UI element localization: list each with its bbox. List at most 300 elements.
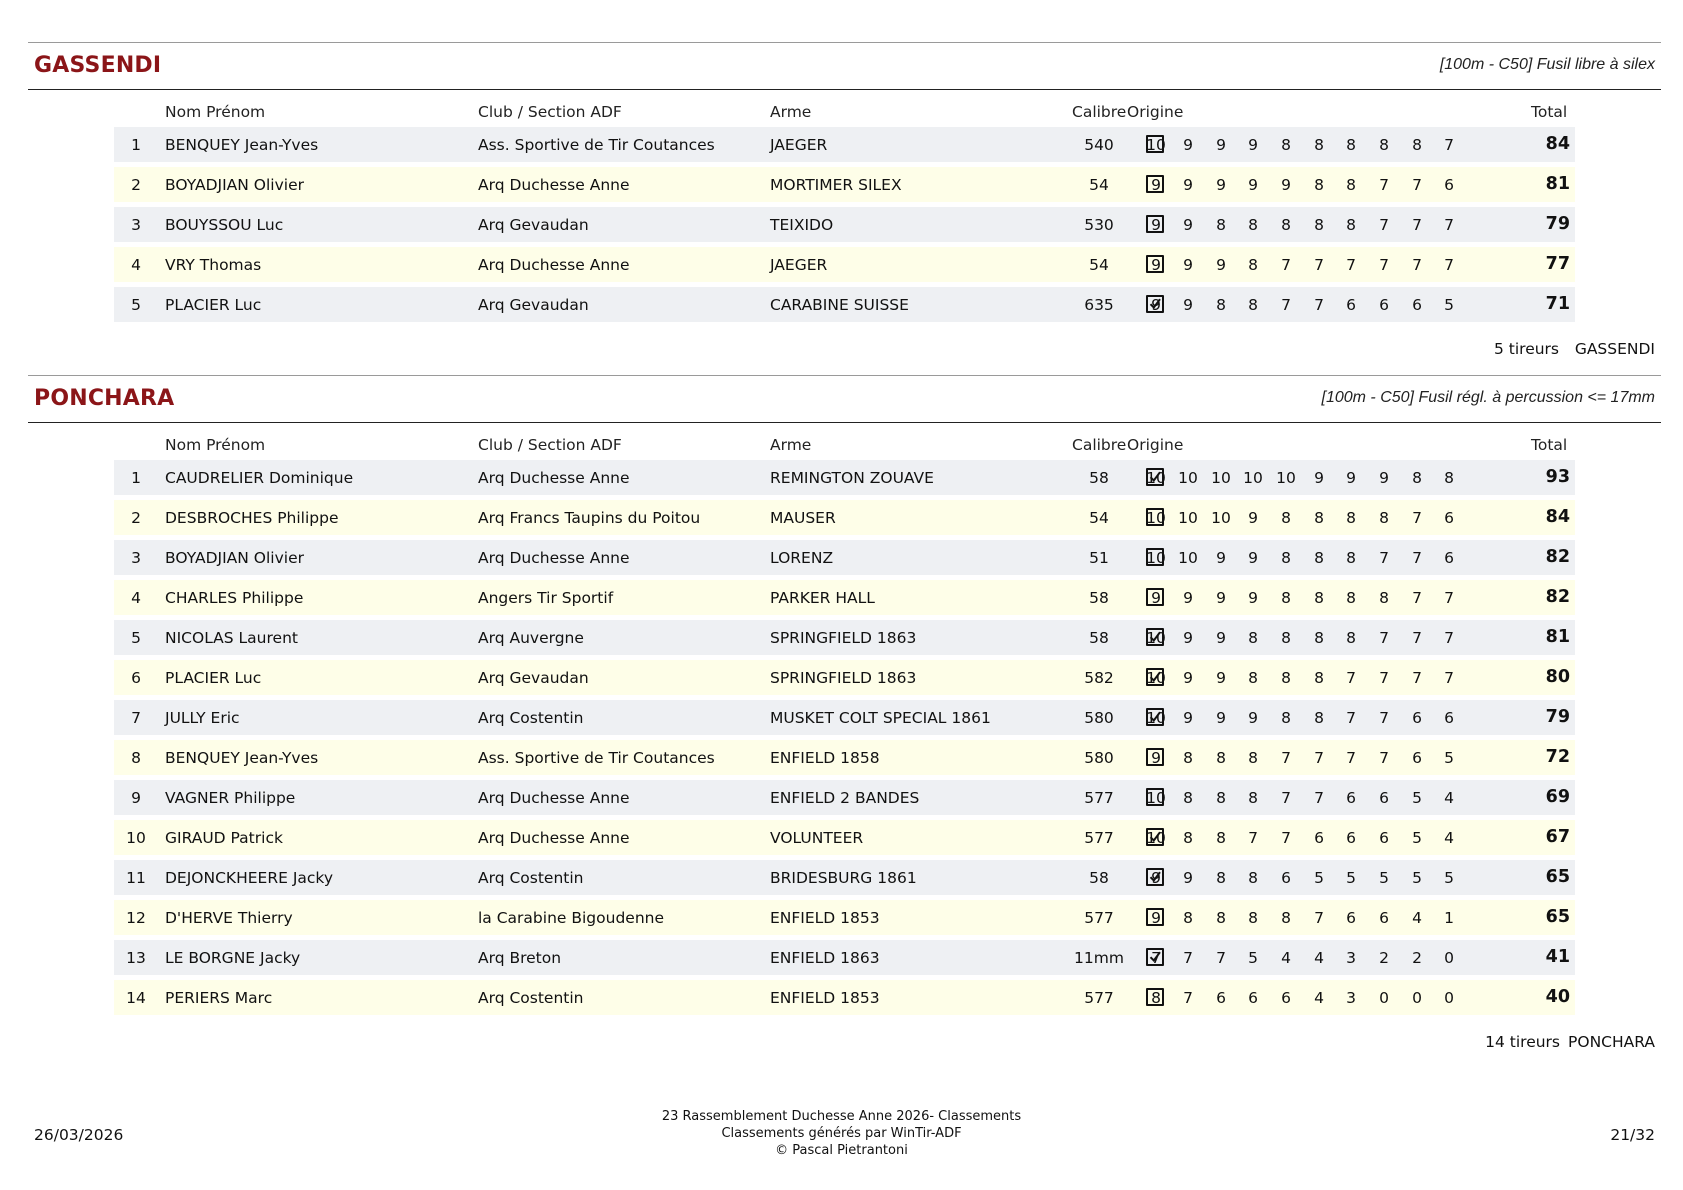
- shot-score: 5: [1346, 869, 1356, 887]
- shot-score: 7: [1314, 909, 1324, 927]
- shooter-name: BOUYSSOU Luc: [165, 216, 284, 234]
- col-name: Nom Prénom: [165, 436, 266, 454]
- shot-score: 9: [1216, 669, 1226, 687]
- shot-score: 8: [1248, 909, 1258, 927]
- shot-score: 9: [1151, 176, 1161, 194]
- shot-score: 8: [1281, 509, 1291, 527]
- shooter-name: PERIERS Marc: [165, 989, 273, 1007]
- col-calibre: Calibre: [1072, 436, 1127, 454]
- shot-score: 8: [1379, 589, 1389, 607]
- shot-score: 8: [1248, 296, 1258, 314]
- shot-score: 9: [1151, 749, 1161, 767]
- shot-score: 10: [1146, 136, 1166, 154]
- shot-score: 9: [1151, 216, 1161, 234]
- shot-score: 10: [1146, 709, 1166, 727]
- shot-score: 8: [1314, 176, 1324, 194]
- calibre: 58: [1089, 589, 1109, 607]
- shot-score: 8: [1248, 629, 1258, 647]
- col-arme: Arme: [770, 103, 812, 121]
- shot-score: 5: [1314, 869, 1324, 887]
- shot-score: 2: [1412, 949, 1422, 967]
- shot-score: 0: [1379, 989, 1389, 1007]
- rank: 5: [131, 629, 141, 647]
- shot-score: 9: [1216, 176, 1226, 194]
- club-name: Arq Costentin: [478, 989, 584, 1007]
- shot-score: 7: [1281, 296, 1291, 314]
- shot-score: 10: [1243, 469, 1263, 487]
- calibre: 51: [1089, 549, 1109, 567]
- shooter-name: BENQUEY Jean-Yves: [165, 749, 319, 767]
- shot-score: 6: [1346, 909, 1356, 927]
- shot-score: 7: [1314, 749, 1324, 767]
- shot-score: 9: [1248, 136, 1258, 154]
- shot-score: 8: [1314, 509, 1324, 527]
- table-row: [28, 739, 1661, 779]
- shooter-name: DEJONCKHEERE Jacky: [165, 869, 334, 887]
- section-title: PONCHARA: [34, 386, 175, 411]
- col-name: Nom Prénom: [165, 103, 266, 121]
- shooter-name: BOYADJIAN Olivier: [165, 549, 304, 567]
- shot-score: 6: [1248, 989, 1258, 1007]
- weapon: MUSKET COLT SPECIAL 1861: [770, 709, 991, 727]
- shot-score: 9: [1183, 296, 1193, 314]
- shot-score: 6: [1346, 829, 1356, 847]
- shot-score: 9: [1281, 176, 1291, 194]
- shot-score: 6: [1444, 509, 1454, 527]
- weapon: CARABINE SUISSE: [770, 296, 909, 314]
- weapon: JAEGER: [770, 256, 828, 274]
- col-origine: Origine: [1127, 103, 1184, 121]
- club-name: Angers Tir Sportif: [478, 589, 614, 607]
- table-row: [28, 459, 1661, 499]
- shot-score: 7: [1183, 949, 1193, 967]
- calibre: 58: [1089, 469, 1109, 487]
- shooter-name: VRY Thomas: [165, 256, 262, 274]
- calibre: 577: [1084, 989, 1114, 1007]
- rank: 6: [131, 669, 141, 687]
- table-row: [28, 819, 1661, 859]
- calibre: 54: [1089, 176, 1109, 194]
- club-name: Arq Duchesse Anne: [478, 469, 630, 487]
- shot-score: 10: [1178, 549, 1198, 567]
- shot-score: 8: [1281, 709, 1291, 727]
- shot-score: 8: [1314, 549, 1324, 567]
- total-score: 84: [1545, 134, 1570, 154]
- table-row: [28, 659, 1661, 699]
- shot-score: 8: [1412, 136, 1422, 154]
- shot-score: 8: [1314, 709, 1324, 727]
- club-name: Arq Duchesse Anne: [478, 176, 630, 194]
- shot-score: 7: [1248, 829, 1258, 847]
- total-score: 81: [1545, 627, 1570, 647]
- col-club: Club / Section ADF: [478, 103, 622, 121]
- shot-score: 8: [1412, 469, 1422, 487]
- rank: 9: [131, 789, 141, 807]
- discipline-label: [100m - C50] Fusil régl. à percussion <= 17mm: [1321, 389, 1655, 406]
- shot-score: 8: [1314, 629, 1324, 647]
- weapon: REMINGTON ZOUAVE: [770, 469, 934, 487]
- shot-score: 9: [1183, 256, 1193, 274]
- total-score: 77: [1545, 254, 1570, 274]
- shot-score: 7: [1444, 256, 1454, 274]
- section-ponchara: [28, 375, 1661, 1059]
- shot-score: 9: [1216, 629, 1226, 647]
- weapon: BRIDESBURG 1861: [770, 869, 917, 887]
- shot-score: 8: [1183, 829, 1193, 847]
- shot-score: 8: [1216, 869, 1226, 887]
- shot-score: 7: [1444, 136, 1454, 154]
- weapon: ENFIELD 2 BANDES: [770, 789, 920, 807]
- weapon: JAEGER: [770, 136, 828, 154]
- shot-score: 10: [1146, 549, 1166, 567]
- shot-score: 9: [1248, 509, 1258, 527]
- shot-score: 8: [1248, 749, 1258, 767]
- shot-score: 3: [1346, 949, 1356, 967]
- shooter-name: BENQUEY Jean-Yves: [165, 136, 319, 154]
- shot-score: 6: [1379, 296, 1389, 314]
- section-summary: [28, 1019, 1661, 1059]
- print-date: 26/03/2026: [34, 1126, 124, 1144]
- rank: 12: [126, 909, 146, 927]
- table-row: [28, 206, 1661, 246]
- section-summary: [28, 326, 1661, 366]
- total-score: 84: [1545, 507, 1570, 527]
- club-name: Arq Duchesse Anne: [478, 829, 630, 847]
- shot-score: 9: [1216, 589, 1226, 607]
- table-row: [28, 579, 1661, 619]
- total-score: 41: [1545, 947, 1570, 967]
- page-number: 21/32: [1610, 1126, 1655, 1144]
- shot-score: 7: [1379, 629, 1389, 647]
- total-score: 65: [1545, 907, 1570, 927]
- shot-score: 7: [1379, 256, 1389, 274]
- shot-score: 2: [1379, 949, 1389, 967]
- shot-score: 7: [1346, 256, 1356, 274]
- calibre: 577: [1084, 909, 1114, 927]
- shot-score: 6: [1379, 909, 1389, 927]
- shot-score: 7: [1412, 256, 1422, 274]
- shot-score: 10: [1146, 789, 1166, 807]
- calibre: 54: [1089, 509, 1109, 527]
- shooter-name: GIRAUD Patrick: [165, 829, 283, 847]
- shot-score: 6: [1216, 989, 1226, 1007]
- weapon: ENFIELD 1863: [770, 949, 880, 967]
- shot-score: 7: [1412, 216, 1422, 234]
- table-row: [28, 619, 1661, 659]
- shot-score: 9: [1248, 589, 1258, 607]
- shooter-name: VAGNER Philippe: [165, 789, 296, 807]
- shot-score: 4: [1281, 949, 1291, 967]
- shot-score: 6: [1346, 789, 1356, 807]
- weapon: SPRINGFIELD 1863: [770, 629, 917, 647]
- club-name: Arq Francs Taupins du Poitou: [478, 509, 701, 527]
- shot-score: 7: [1379, 216, 1389, 234]
- table-row: [28, 126, 1661, 166]
- shot-score: 7: [1346, 709, 1356, 727]
- shot-score: 5: [1444, 749, 1454, 767]
- shot-score: 8: [1346, 176, 1356, 194]
- rank: 1: [131, 136, 141, 154]
- total-score: 79: [1545, 707, 1570, 727]
- shot-score: 9: [1151, 589, 1161, 607]
- shot-score: 9: [1183, 176, 1193, 194]
- club-name: Arq Duchesse Anne: [478, 549, 630, 567]
- total-score: 82: [1545, 547, 1570, 567]
- shot-score: 7: [1412, 669, 1422, 687]
- shooter-name: DESBROCHES Philippe: [165, 509, 339, 527]
- shooter-name: JULLY Eric: [165, 709, 240, 727]
- col-arme: Arme: [770, 436, 812, 454]
- table-row: [28, 939, 1661, 979]
- club-name: Arq Duchesse Anne: [478, 256, 630, 274]
- shot-score: 9: [1183, 869, 1193, 887]
- shot-score: 9: [1216, 709, 1226, 727]
- shot-score: 10: [1146, 629, 1166, 647]
- shot-score: 9: [1151, 869, 1161, 887]
- copyright: © Pascal Pietrantoni: [775, 1143, 908, 1158]
- shot-score: 9: [1314, 469, 1324, 487]
- club-name: Ass. Sportive de Tir Coutances: [478, 749, 715, 767]
- section-title: GASSENDI: [34, 53, 162, 78]
- shot-score: 7: [1314, 256, 1324, 274]
- shot-score: 0: [1444, 989, 1454, 1007]
- shot-score: 7: [1379, 749, 1389, 767]
- shot-score: 7: [1444, 629, 1454, 647]
- shot-score: 8: [1281, 629, 1291, 647]
- club-name: Ass. Sportive de Tir Coutances: [478, 136, 715, 154]
- shooter-name: D'HERVE Thierry: [165, 909, 293, 927]
- shot-score: 8: [1346, 136, 1356, 154]
- club-name: Arq Gevaudan: [478, 296, 589, 314]
- shot-score: 4: [1412, 909, 1422, 927]
- shooter-count: 14 tireurs: [1485, 1033, 1560, 1051]
- weapon: TEIXIDO: [770, 216, 834, 234]
- shot-score: 9: [1151, 256, 1161, 274]
- table-row: [28, 979, 1661, 1019]
- shot-score: 9: [1183, 709, 1193, 727]
- shot-score: 8: [1346, 509, 1356, 527]
- calibre: 577: [1084, 789, 1114, 807]
- shot-score: 8: [1216, 216, 1226, 234]
- shot-score: 8: [1216, 296, 1226, 314]
- shot-score: 5: [1412, 829, 1422, 847]
- calibre: 54: [1089, 256, 1109, 274]
- shot-score: 8: [1314, 136, 1324, 154]
- shot-score: 8: [1183, 749, 1193, 767]
- shooter-name: CHARLES Philippe: [165, 589, 304, 607]
- shot-score: 7: [1379, 709, 1389, 727]
- shot-score: 6: [1444, 709, 1454, 727]
- total-score: 81: [1545, 174, 1570, 194]
- shot-score: 8: [1248, 869, 1258, 887]
- shot-score: 4: [1314, 989, 1324, 1007]
- total-score: 65: [1545, 867, 1570, 887]
- shot-score: 5: [1412, 869, 1422, 887]
- shot-score: 6: [1346, 296, 1356, 314]
- shot-score: 4: [1444, 789, 1454, 807]
- shot-score: 8: [1151, 989, 1161, 1007]
- col-calibre: Calibre: [1072, 103, 1127, 121]
- calibre: 58: [1089, 629, 1109, 647]
- shot-score: 8: [1281, 136, 1291, 154]
- shot-score: 8: [1216, 909, 1226, 927]
- shot-score: 6: [1281, 869, 1291, 887]
- shot-score: 8: [1346, 216, 1356, 234]
- shot-score: 3: [1346, 989, 1356, 1007]
- shot-score: 7: [1314, 296, 1324, 314]
- club-name: Arq Gevaudan: [478, 669, 589, 687]
- table-row: [28, 859, 1661, 899]
- generator-credit: Classements générés par WinTir-ADF: [721, 1126, 962, 1141]
- rank: 5: [131, 296, 141, 314]
- total-score: 40: [1545, 987, 1570, 1007]
- shot-score: 9: [1216, 549, 1226, 567]
- shot-score: 6: [1412, 749, 1422, 767]
- section-header: [28, 42, 1661, 90]
- shot-score: 10: [1146, 469, 1166, 487]
- shot-score: 8: [1281, 549, 1291, 567]
- shot-score: 9: [1216, 136, 1226, 154]
- shot-score: 9: [1248, 709, 1258, 727]
- shot-score: 10: [1146, 829, 1166, 847]
- shooter-name: CAUDRELIER Dominique: [165, 469, 354, 487]
- shot-score: 7: [1379, 549, 1389, 567]
- total-score: 80: [1545, 667, 1570, 687]
- shooter-count: 5 tireurs: [1493, 340, 1559, 358]
- shot-score: 6: [1412, 709, 1422, 727]
- shot-score: 8: [1346, 629, 1356, 647]
- total-score: 67: [1545, 827, 1570, 847]
- shot-score: 6: [1281, 989, 1291, 1007]
- shooter-name: PLACIER Luc: [165, 296, 262, 314]
- shot-score: 5: [1444, 869, 1454, 887]
- shot-score: 6: [1444, 176, 1454, 194]
- shot-score: 7: [1379, 669, 1389, 687]
- shot-score: 7: [1444, 216, 1454, 234]
- shot-score: 8: [1346, 549, 1356, 567]
- shot-score: 7: [1379, 176, 1389, 194]
- total-score: 82: [1545, 587, 1570, 607]
- shot-score: 7: [1281, 749, 1291, 767]
- section-header: [28, 375, 1661, 423]
- shot-score: 8: [1281, 589, 1291, 607]
- shot-score: 9: [1183, 136, 1193, 154]
- weapon: VOLUNTEER: [770, 829, 864, 847]
- calibre: 580: [1084, 749, 1114, 767]
- rank: 4: [131, 589, 141, 607]
- rank: 11: [126, 869, 146, 887]
- total-score: 69: [1545, 787, 1570, 807]
- shot-score: 8: [1248, 669, 1258, 687]
- rank: 10: [126, 829, 146, 847]
- weapon: LORENZ: [770, 549, 834, 567]
- shooter-name: LE BORGNE Jacky: [165, 949, 301, 967]
- event-title: 23 Rassemblement Duchesse Anne 2026- Classements: [661, 1109, 1022, 1124]
- shot-score: 6: [1379, 829, 1389, 847]
- rank: 3: [131, 216, 141, 234]
- shot-score: 7: [1183, 989, 1193, 1007]
- shot-score: 8: [1314, 216, 1324, 234]
- shot-score: 8: [1216, 749, 1226, 767]
- table-row: [28, 166, 1661, 206]
- rank: 13: [126, 949, 146, 967]
- shot-score: 7: [1346, 669, 1356, 687]
- shot-score: 4: [1314, 949, 1324, 967]
- shot-score: 9: [1248, 549, 1258, 567]
- shot-score: 9: [1183, 669, 1193, 687]
- shot-score: 5: [1412, 789, 1422, 807]
- table-row: [28, 286, 1661, 326]
- shot-score: 5: [1379, 869, 1389, 887]
- shot-score: 8: [1248, 256, 1258, 274]
- shot-score: 10: [1211, 469, 1231, 487]
- shot-score: 7: [1151, 949, 1161, 967]
- rank: 8: [131, 749, 141, 767]
- rank: 2: [131, 176, 141, 194]
- club-name: Arq Duchesse Anne: [478, 789, 630, 807]
- shot-score: 7: [1216, 949, 1226, 967]
- calibre: 530: [1084, 216, 1114, 234]
- shot-score: 8: [1183, 789, 1193, 807]
- weapon: MORTIMER SILEX: [770, 176, 902, 194]
- section-name-footer: GASSENDI: [1574, 340, 1655, 358]
- shot-score: 10: [1146, 669, 1166, 687]
- shot-score: 8: [1379, 509, 1389, 527]
- shot-score: 7: [1314, 789, 1324, 807]
- club-name: Arq Costentin: [478, 709, 584, 727]
- calibre: 582: [1084, 669, 1114, 687]
- weapon: PARKER HALL: [770, 589, 875, 607]
- shot-score: 8: [1281, 669, 1291, 687]
- calibre: 635: [1084, 296, 1114, 314]
- column-headers: [28, 423, 1661, 459]
- rank: 14: [126, 989, 146, 1007]
- shot-score: 9: [1183, 589, 1193, 607]
- shot-score: 10: [1276, 469, 1296, 487]
- shot-score: 1: [1444, 909, 1454, 927]
- shooter-name: PLACIER Luc: [165, 669, 262, 687]
- club-name: la Carabine Bigoudenne: [478, 909, 664, 927]
- club-name: Arq Costentin: [478, 869, 584, 887]
- shot-score: 8: [1183, 909, 1193, 927]
- shooter-name: BOYADJIAN Olivier: [165, 176, 304, 194]
- shot-score: 8: [1216, 789, 1226, 807]
- column-headers: [28, 90, 1661, 126]
- shot-score: 4: [1444, 829, 1454, 847]
- total-score: 79: [1545, 214, 1570, 234]
- calibre: 58: [1089, 869, 1109, 887]
- shot-score: 9: [1151, 296, 1161, 314]
- weapon: ENFIELD 1853: [770, 989, 880, 1007]
- shot-score: 8: [1444, 469, 1454, 487]
- calibre: 580: [1084, 709, 1114, 727]
- shot-score: 6: [1379, 789, 1389, 807]
- club-name: Arq Gevaudan: [478, 216, 589, 234]
- shot-score: 7: [1412, 549, 1422, 567]
- shot-score: 9: [1379, 469, 1389, 487]
- shot-score: 7: [1412, 509, 1422, 527]
- col-total: Total: [1531, 436, 1568, 454]
- rank: 3: [131, 549, 141, 567]
- table-row: [28, 539, 1661, 579]
- weapon: ENFIELD 1858: [770, 749, 880, 767]
- shot-score: 6: [1314, 829, 1324, 847]
- shot-score: 10: [1146, 509, 1166, 527]
- section-name-footer: PONCHARA: [1568, 1033, 1655, 1051]
- discipline-label: [100m - C50] Fusil libre à silex: [1439, 56, 1655, 73]
- rank: 4: [131, 256, 141, 274]
- shot-score: 7: [1412, 176, 1422, 194]
